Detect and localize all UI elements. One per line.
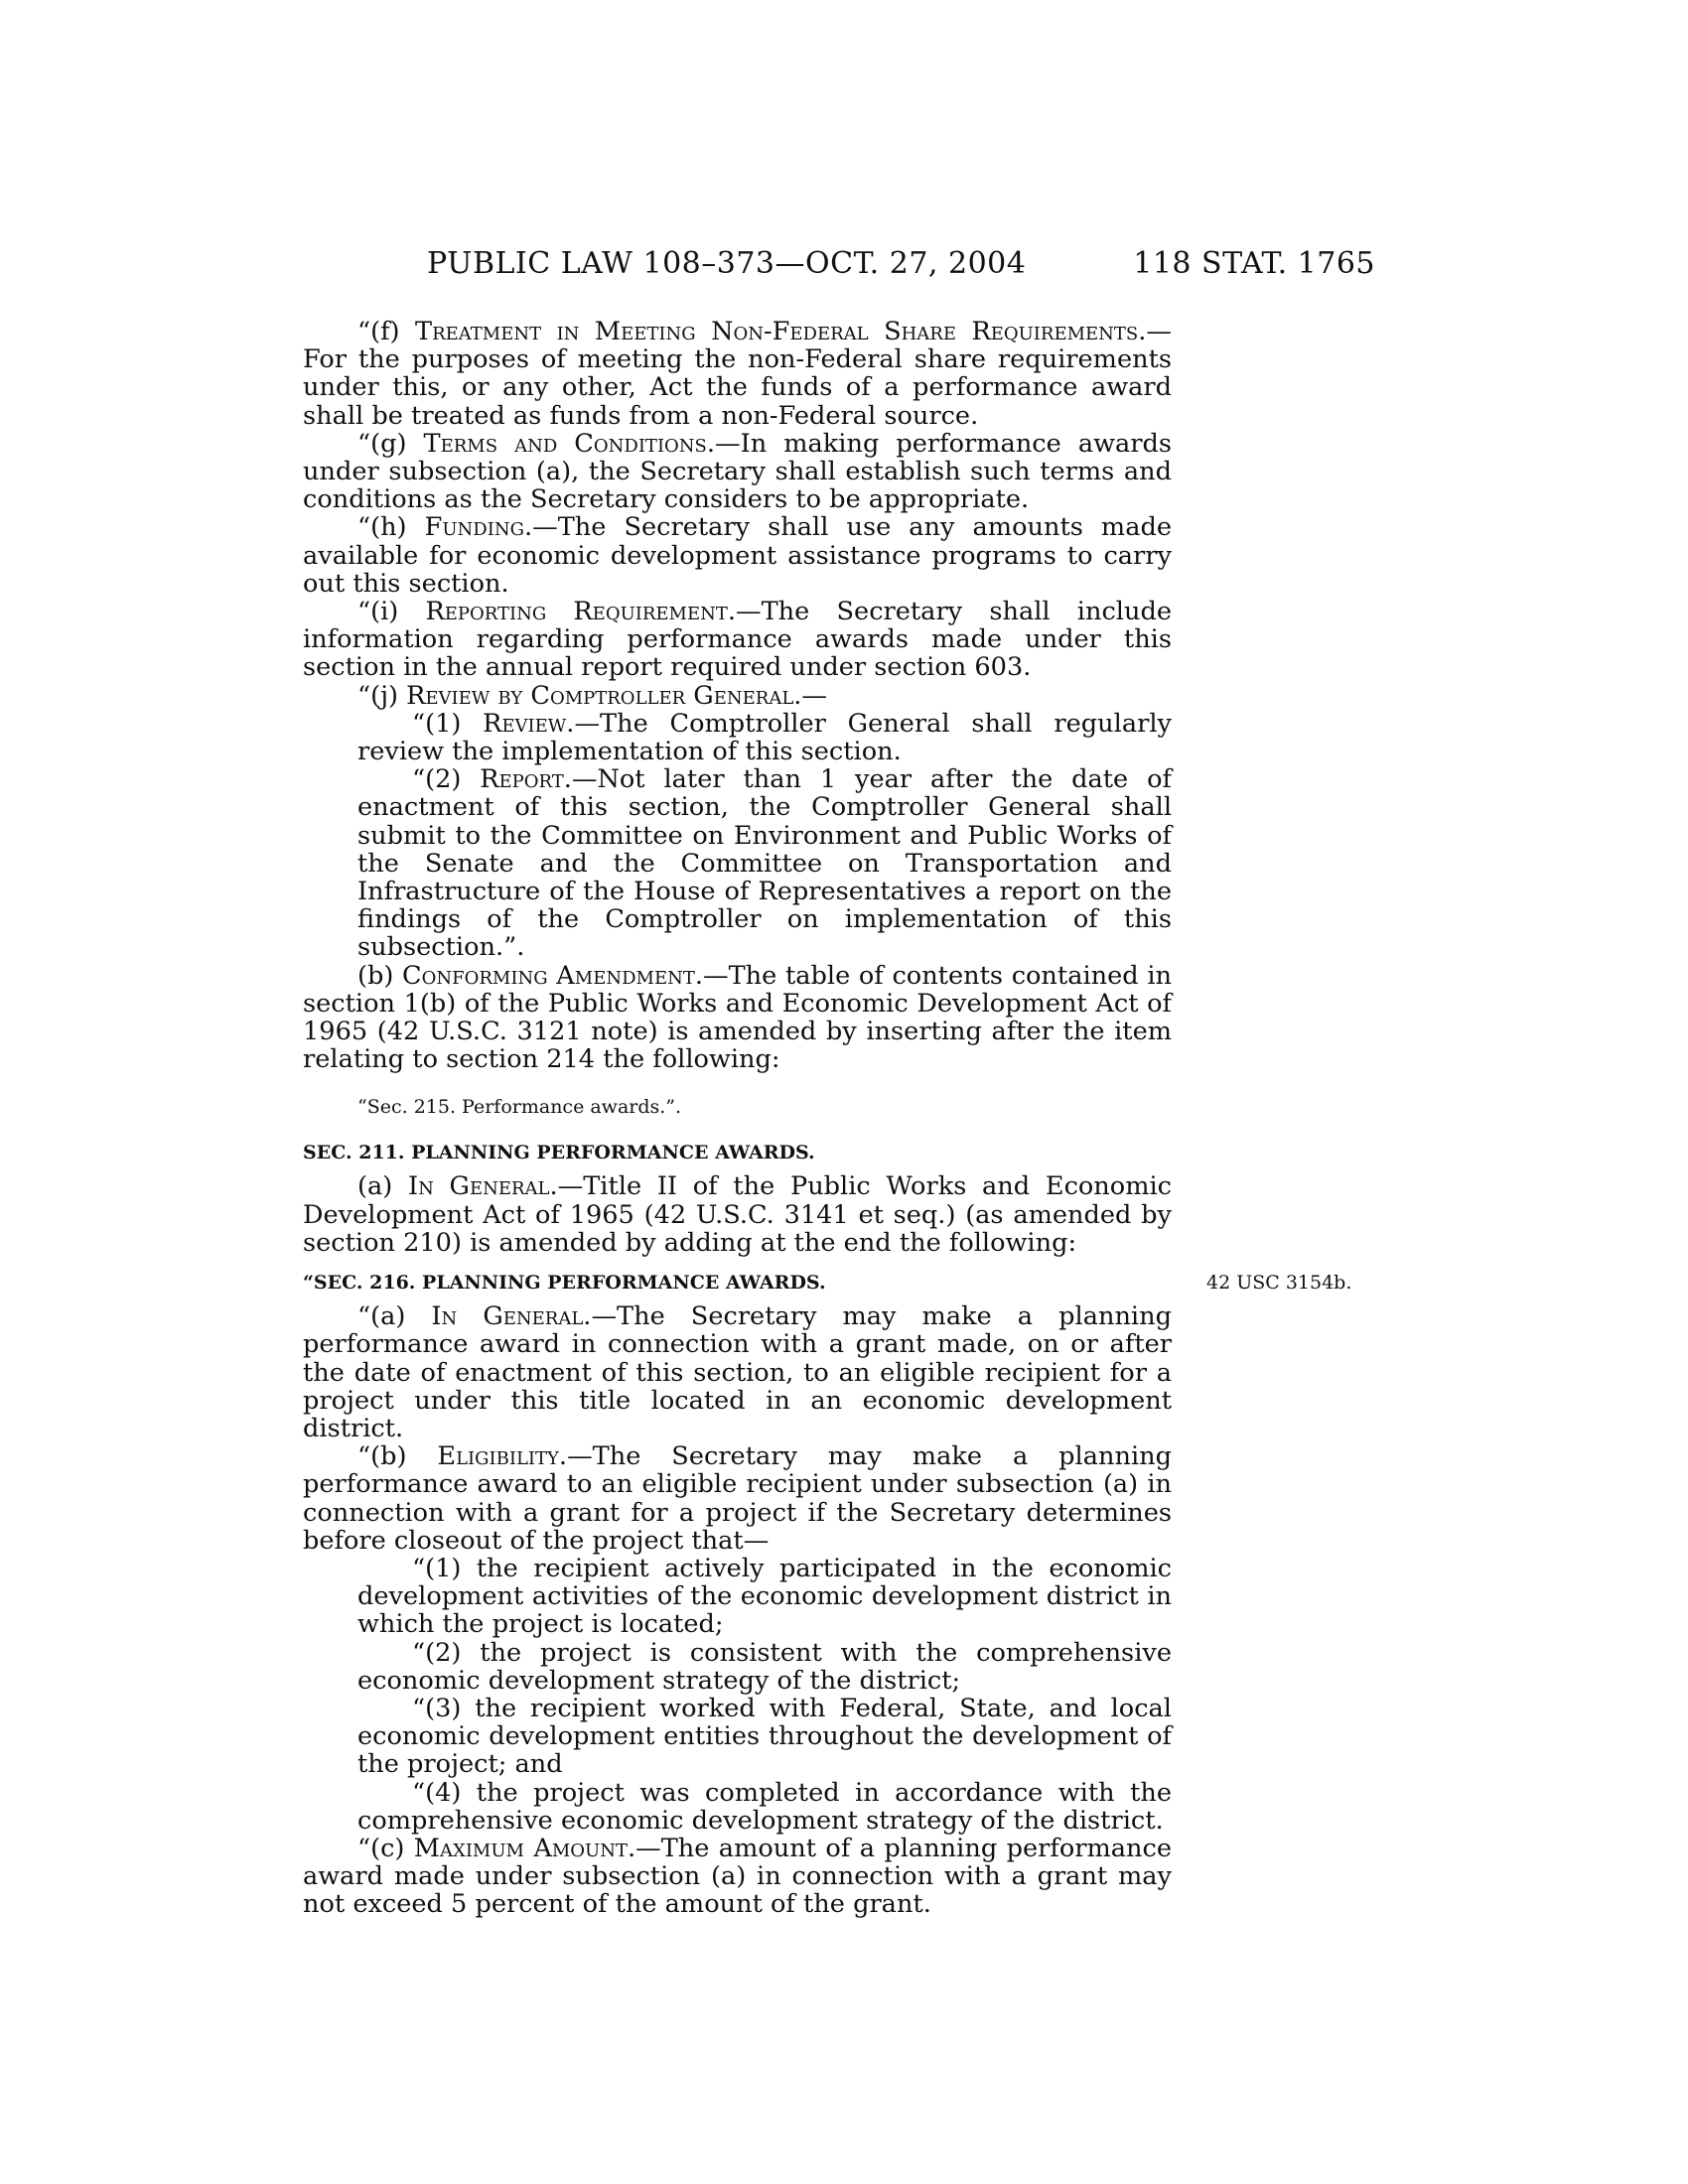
section-216-b-text: —The Secretary may make a planning performance award to an eligible recipient under subsection (a) in connection with a grant for a project if the Secretary determines before closeout of the project that— bbox=[303, 1441, 1172, 1556]
page-header bbox=[427, 246, 1375, 286]
paragraph-b1: “(1) the recipient actively participated in the economic development activities of the economic development district in which the project is located; bbox=[357, 1553, 1172, 1640]
section-216-heading-row bbox=[303, 1271, 1352, 1295]
subsection-f bbox=[303, 318, 1172, 430]
section-216-heading: “SEC. 216. PLANNING PERFORMANCE AWARDS. bbox=[303, 1272, 826, 1295]
subsection-j-caption: Review by Comptroller General. bbox=[406, 680, 802, 711]
conforming-amendment bbox=[303, 962, 1172, 1074]
conforming-amendment-caption: Conforming Amendment. bbox=[402, 960, 703, 991]
section-216-b-caption: Eligibility. bbox=[437, 1441, 568, 1472]
section-211-a-prefix: (a) bbox=[357, 1171, 408, 1202]
paragraph-b4: “(4) the project was completed in accordance with the comprehensive economic development strategy of the district. bbox=[357, 1777, 1172, 1836]
paragraph-b2: “(2) the project is consistent with the comprehensive economic development strategy of the district; bbox=[357, 1637, 1172, 1696]
section-216-a-text: —The Secretary may make a planning performance award in connection with a grant made, on or after the date of enactment of this section, to an eligible recipient for a project under this title located in an economic development district. bbox=[303, 1301, 1172, 1443]
section-216-c-prefix: “(c) bbox=[357, 1833, 414, 1863]
section-216-c-text: —The amount of a planning performance award made under subsection (a) in connection with a grant may not exceed 5 percent of the amount of the grant. bbox=[303, 1833, 1172, 1920]
section-216-subsection-c bbox=[303, 1835, 1172, 1919]
subsection-g bbox=[303, 430, 1172, 514]
paragraph-j2 bbox=[357, 765, 1172, 961]
usc-margin-note: 42 USC 3154b. bbox=[1206, 1272, 1352, 1295]
subsection-h-prefix: “(h) bbox=[357, 512, 425, 543]
section-216-c-caption: Maximum Amount. bbox=[413, 1833, 636, 1863]
subsection-h-text: —The Secretary shall use any amounts made available for economic development assistance programs to carry out this section. bbox=[303, 512, 1172, 599]
subsection-g-prefix: “(g) bbox=[357, 428, 424, 459]
subsection-j bbox=[303, 682, 1172, 710]
subsection-f-caption: Treatment in Meeting Non-Federal Share Requirements. bbox=[415, 317, 1147, 346]
paragraph-j1 bbox=[357, 710, 1172, 765]
subsection-i-caption: Reporting Requirement. bbox=[425, 597, 737, 627]
subsection-g-text: —In making performance awards under subsection (a), the Secretary shall establish such terms and conditions as the Secretary considers to be appropriate. bbox=[303, 428, 1173, 515]
subsection-i-prefix: “(i) bbox=[357, 597, 426, 627]
subsection-i-text: —The Secretary shall include information regarding performance awards made under this section in the annual report required under section 603. bbox=[303, 597, 1172, 683]
paragraph-j2-text: —Not later than 1 year after the date of enactment of this section, the Comptroller General shall submit to the Committee on Environment and Public Works of the Senate and the Committee on Transportation and Infrastructure of the House of Representatives a report on the findings of the Comptroller on implementation of this subsection.”. bbox=[357, 764, 1172, 963]
section-216-a-prefix: “(a) bbox=[357, 1301, 432, 1332]
paragraph-b3: “(3) the recipient worked with Federal, State, and local economic development entities throughout the development of the project; and bbox=[357, 1693, 1172, 1780]
paragraph-j1-caption: Review. bbox=[483, 708, 575, 739]
section-216-b-prefix: “(b) bbox=[357, 1441, 438, 1472]
subsection-g-caption: Terms and Conditions. bbox=[423, 428, 716, 459]
paragraph-j2-caption: Report. bbox=[480, 764, 572, 795]
subsection-f-text: —For the purposes of meeting the non-Federal share requirements under this, or any other, Act the funds of a performance award shall be treated as funds from a non-Federal source. bbox=[303, 317, 1172, 431]
subsection-i bbox=[303, 598, 1172, 682]
subsection-j-prefix: “(j) bbox=[357, 680, 407, 711]
section-211-a-caption: In General. bbox=[407, 1171, 558, 1202]
section-216-a-caption: In General. bbox=[431, 1301, 592, 1332]
running-title: PUBLIC LAW 108–373—OCT. 27, 2004 bbox=[427, 246, 1027, 281]
section-211-a-text: —Title II of the Public Works and Economic Development Act of 1965 (42 U.S.C. 3141 et seq.) (as amended by section 210) is amended by adding at the end the following: bbox=[303, 1171, 1172, 1258]
section-211-heading: SEC. 211. PLANNING PERFORMANCE AWARDS. bbox=[303, 1142, 815, 1164]
section-211-subsection-a bbox=[303, 1172, 1172, 1257]
paragraph-j1-text: —The Comptroller General shall regularly review the implementation of this section. bbox=[357, 708, 1172, 767]
conforming-amendment-prefix: (b) bbox=[357, 960, 403, 991]
section-216-subsection-b bbox=[303, 1442, 1172, 1555]
conforming-amendment-text: —The table of contents contained in section 1(b) of the Public Works and Economic Development Act of 1965 (42 U.S.C. 3121 note) is amended by inserting after the item relating to section 214 the following: bbox=[303, 960, 1173, 1075]
paragraph-j2-prefix: “(2) bbox=[412, 764, 481, 795]
subsection-f-prefix: “(f) bbox=[357, 317, 415, 346]
subsection-h-caption: Funding. bbox=[424, 512, 533, 543]
subsection-h bbox=[303, 513, 1172, 598]
statute-page-number: 118 STAT. 1765 bbox=[1133, 246, 1375, 281]
subsection-j-text: — bbox=[801, 680, 828, 711]
paragraph-j1-prefix: “(1) bbox=[412, 708, 484, 739]
statute-text bbox=[303, 317, 1352, 1920]
section-216-subsection-a bbox=[303, 1302, 1172, 1442]
table-of-contents-item: “Sec. 215. Performance awards.”. bbox=[357, 1096, 682, 1119]
